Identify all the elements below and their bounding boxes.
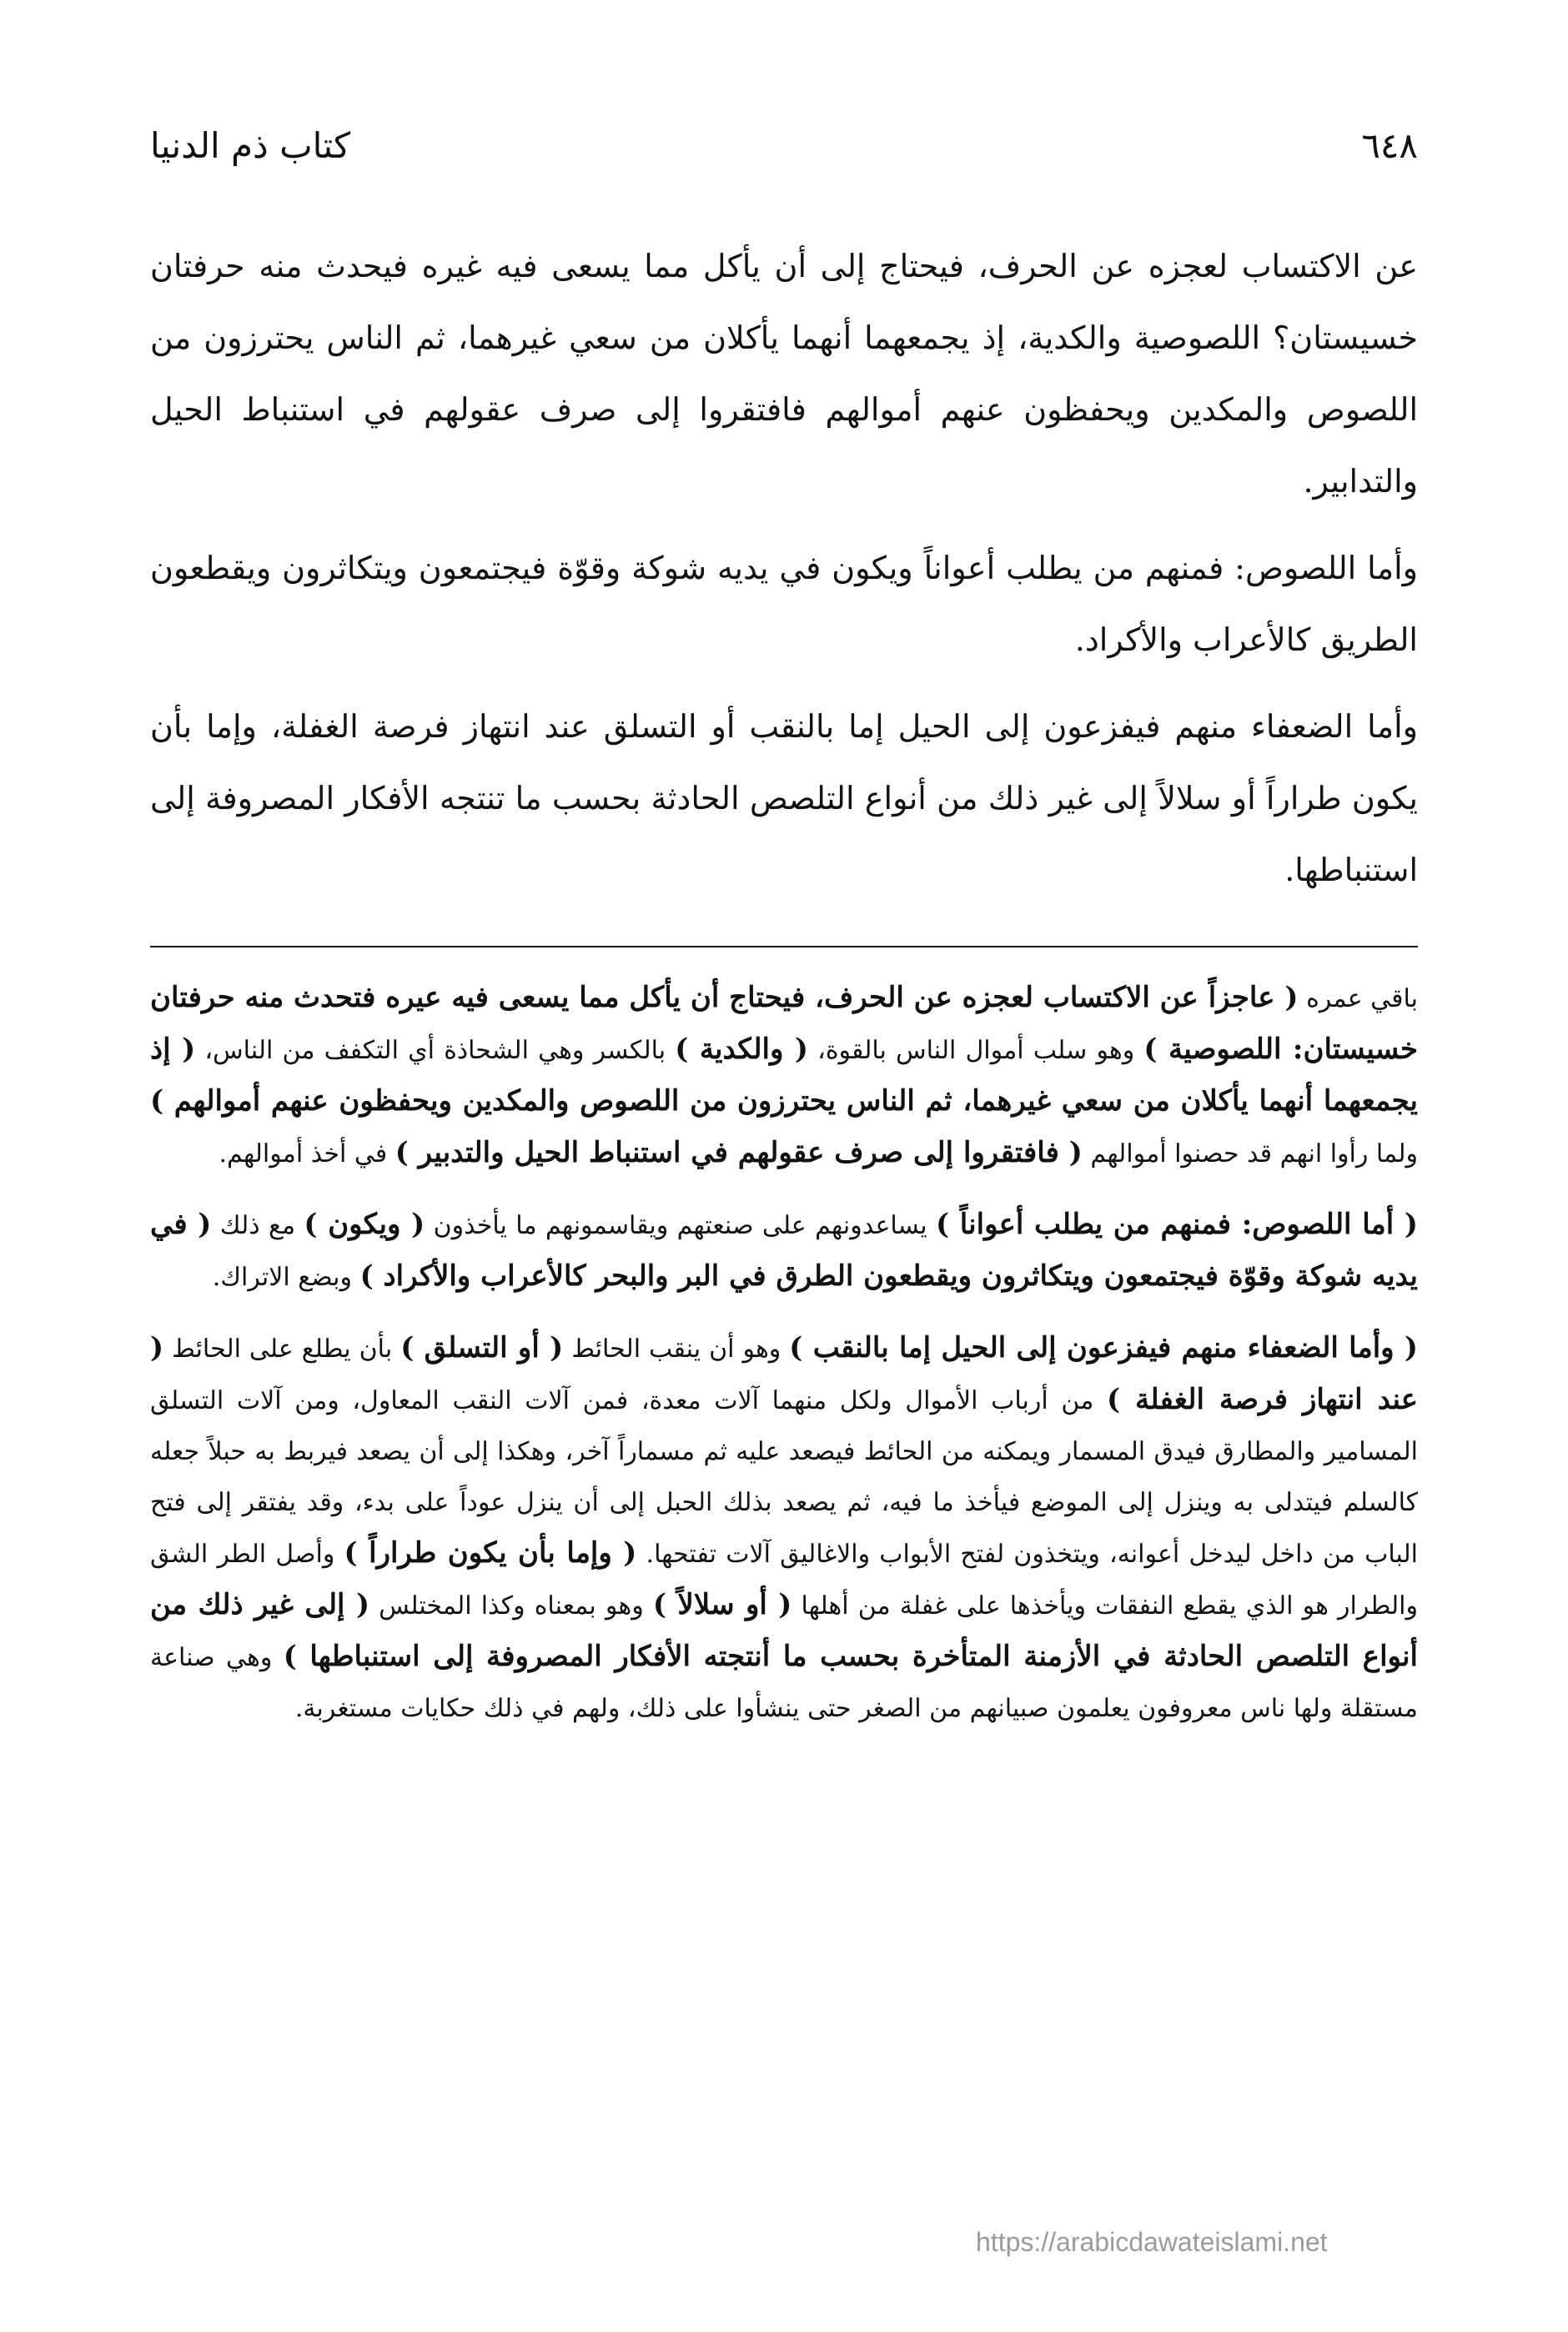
quoted-matn: ( أو سلالاً ) [652, 1588, 792, 1621]
main-text [150, 230, 1418, 906]
running-title: كتاب ذم الدنيا [150, 125, 351, 166]
commentary-text: باقي عمره [1298, 984, 1418, 1013]
commentary-text: وبضع الاتراك. [212, 1263, 360, 1292]
page-header [150, 125, 1418, 192]
commentary-paragraph-3 [150, 1323, 1418, 1734]
quoted-matn: ( عاجزاً عن الاكتساب لعجزه عن الحرف، فيحتاج أن يأكل مما يسعى فيه عيره فتحدث منه حرفتان خسيستان: اللصوصية ) [150, 981, 1419, 1066]
main-paragraph-3: وأما الضعفاء منهم فيفزعون إلى الحيل إما بالنقب أو التسلق عند انتهاز فرصة الغفلة، وإما بأن يكون طراراً أو سلالاً إلى غير ذلك من أنواع التلصص الحادثة بحسب ما تنتجه الأفكار المصروفة إلى استنباطها. [150, 708, 1418, 888]
commentary-paragraph-2 [150, 1199, 1418, 1303]
quoted-matn: ( وإما بأن يكون طراراً ) [344, 1536, 637, 1570]
quoted-matn: ( عند انتهاز فرصة الغفلة ) [150, 1331, 1418, 1416]
quoted-matn: ( والكدية ) [675, 1033, 808, 1066]
commentary-text: في أخذ أموالهم. [219, 1139, 395, 1169]
quoted-matn: ( في يديه شوكة وقوّة فيجتمعون ويتكاثرون ويقطعون الطرق في البر والبحر كالأعراب والأكراد ) [150, 1208, 1418, 1293]
commentary-text: بأن يطلع على الحائط [163, 1334, 401, 1364]
commentary-text: ولما رأوا انهم قد حصنوا أموالهم [1082, 1139, 1418, 1169]
site-watermark: https://arabicdawateislami.net [976, 2227, 1328, 2257]
commentary-text: وهو أن ينقب الحائط [563, 1334, 790, 1364]
book-page [150, 125, 1418, 2294]
commentary-paragraph-1 [150, 973, 1418, 1179]
quoted-matn: ( فافتقروا إلى صرف عقولهم في استنباط الحيل والتدبير ) [395, 1136, 1083, 1169]
quoted-matn: ( أما اللصوص: فمنهم من يطلب أعواناً ) [936, 1208, 1419, 1241]
commentary-text: بالكسر وهي الشحاذة أي التكفف من الناس، [195, 1036, 676, 1065]
divider-rule [150, 946, 1418, 947]
commentary-text: وهو سلب أموال الناس بالقوة، [807, 1036, 1144, 1065]
commentary [150, 973, 1418, 1734]
quoted-matn: ( أو التسلق ) [400, 1331, 564, 1365]
commentary-text: وهي صناعة مستقلة ولها ناس معروفون يعلمون صبيانهم من الصغر حتى ينشأوا على ذلك، ولهم في ذلك حكايات مستغربة. [150, 1643, 1418, 1723]
commentary-text: وهو بمعناه وكذا المختلس [369, 1591, 653, 1621]
quoted-matn: ( ويكون ) [304, 1208, 425, 1241]
page-number: ٦٤٨ [1361, 125, 1418, 166]
commentary-text: يساعدونهم على صنعتهم ويقاسمونهم ما يأخذون [425, 1211, 937, 1240]
main-paragraph-1: عن الاكتساب لعجزه عن الحرف، فيحتاج إلى أن يأكل مما يسعى فيه غيره فيحدث منه حرفتان خسيستان؟ اللصوصية والكدية، إذ يجمعهما أنهما يأكلان من سعي غيرهما، ثم الناس يحترزون من اللصوص والمكدين ويحفظون عنهم أموالهم فافتقروا إلى صرف عقولهم في استنباط الحيل والتدابير. [150, 248, 1418, 500]
commentary-text: وأصل الطر الشق والطرار هو الذي يقطع النفقات ويأخذها على غفلة من أهلها [150, 1540, 1418, 1621]
commentary-text: مع ذلك [211, 1211, 304, 1240]
quoted-matn: ( وأما الضعفاء منهم فيفزعون إلى الحيل إما بالنقب ) [789, 1331, 1418, 1365]
main-paragraph-2: وأما اللصوص: فمنهم من يطلب أعواناً ويكون في يديه شوكة وقوّة فيجتمعون ويتكاثرون ويقطعون الطريق كالأعراب والأكراد. [150, 550, 1418, 658]
commentary-text: من أرباب الأموال ولكل منهما آلات معدة، فمن آلات النقب المعاول، ومن آلات التسلق المسامير والمطارق فيدق المسمار ويمكنه من الحائط فيصعد عليه ثم مسماراً آخر، وهكذا إلى أن يصعد فيربط به حبلاً جعله كالسلم فيتدلى به وينزل إلى الموضع فيأخذ ما فيه، ثم يصعد بذلك الحبل إلى أن ينزل عوداً على بدء، وقد يفتقر إلى فتح الباب من داخل ليدخل أعوانه، ويتخذون لفتح الأبواب والاغاليق آلات تفتحها. [150, 1386, 1418, 1569]
quoted-matn: ( إلى غير ذلك من أنواع التلصص الحادثة في الأزمنة المتأخرة بحسب ما أنتجته الأفكار المصروفة إلى استنباطها ) [150, 1588, 1418, 1673]
quoted-matn: ( إذ يجمعهما أنهما يأكلان من سعي غيرهما، ثم الناس يحترزون من اللصوص والمكدين ويحفظون عنهم أموالهم ) [150, 1033, 1418, 1118]
